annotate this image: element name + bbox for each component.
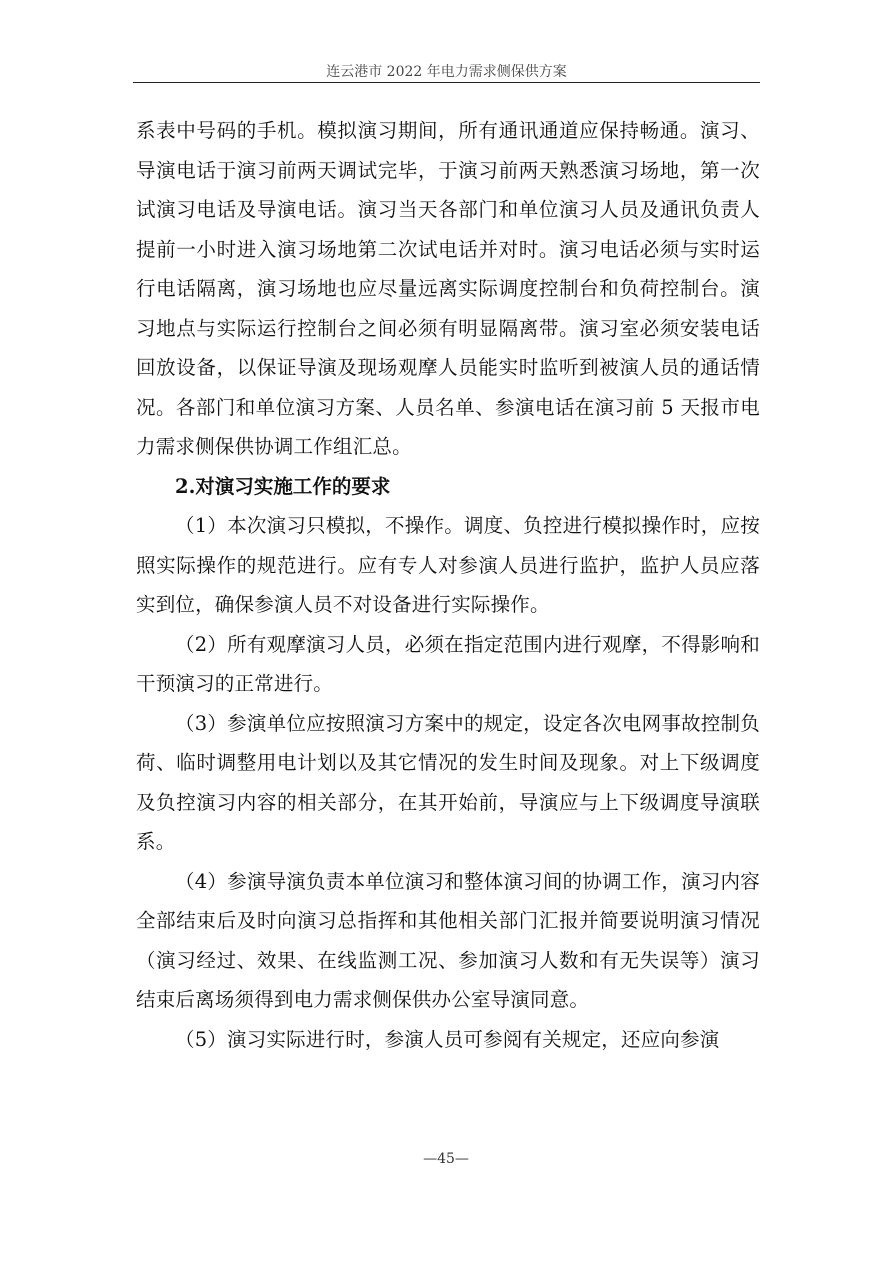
page-header-title: 连云港市 2022 年电力需求侧保供方案	[326, 64, 567, 80]
section-heading-drill-requirements: 2.对演习实施工作的要求	[175, 474, 391, 498]
paragraph-requirement-1: （1）本次演习只模拟，不操作。调度、负控进行模拟操作时，应按照实际操作的规范进行。应有专人对参演人员进行监护，监护人员应落实到位，确保参演人员不对设备进行实际操作。	[136, 514, 760, 616]
paragraph-requirement-2: （2）所有观摩演习人员，必须在指定范围内进行观摩，不得影响和干预演习的正常进行。	[136, 632, 760, 695]
paragraph-requirement-4: （4）参演导演负责本单位演习和整体演习间的协调工作，演习内容全部结束后及时向演习总指挥和其他相关部门汇报并简要说明演习情况（演习经过、效果、在线监测工况、参加演习人数和有无失误等）演习结束后离场须得到电力需求侧保供办公室导演同意。	[136, 869, 760, 1011]
document-body	[136, 111, 760, 1059]
paragraph-requirement-3: （3）参演单位应按照演习方案中的规定，设定各次电网事故控制负荷、临时调整用电计划以及其它情况的发生时间及现象。对上下级调度及负控演习内容的相关部分，在其开始前，导演应与上下级调度导演联系。	[136, 711, 760, 853]
paragraph-drill-communications: 系表中号码的手机。模拟演习期间，所有通讯通道应保持畅通。演习、导演电话于演习前两天调试完毕，于演习前两天熟悉演习场地，第一次试演习电话及导演电话。演习当天各部门和单位演习人员及通讯负责人提前一小时进入演习场地第二次试电话并对时。演习电话必须与实时运行电话隔离，演习场地也应尽量远离实际调度控制台和负荷控制台。演习地点与实际运行控制台之间必须有明显隔离带。演习室必须安装电话回放设备，以保证导演及现场观摩人员能实时监听到被演人员的通话情况。各部门和单位演习方案、人员名单、参演电话在演习前 5 天报市电力需求侧保供协调工作组汇总。	[136, 119, 760, 458]
page-number: —45—	[423, 1151, 469, 1167]
header-divider	[133, 82, 760, 83]
paragraph-requirement-5: （5）演习实际进行时，参演人员可参阅有关规定，还应向参演	[175, 1027, 720, 1051]
